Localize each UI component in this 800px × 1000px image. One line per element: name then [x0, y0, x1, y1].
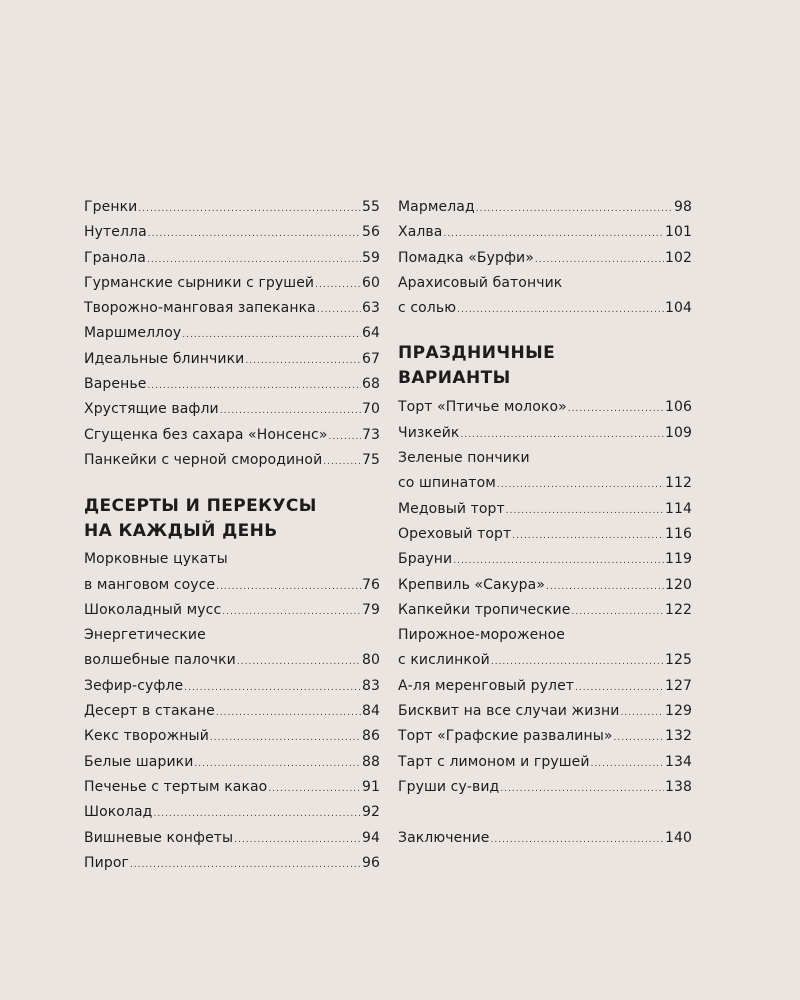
leader-dots	[491, 828, 664, 853]
leader-dots	[614, 726, 664, 751]
toc-entry[interactable]	[398, 522, 692, 547]
leader-dots	[147, 374, 361, 399]
toc-entry[interactable]	[84, 423, 380, 448]
entry-title: Гранола	[84, 249, 146, 266]
leader-dots	[317, 298, 361, 323]
entry-title: Ореховый торт	[398, 525, 512, 542]
leader-dots	[245, 349, 361, 374]
leader-dots	[571, 600, 664, 625]
entry-page: 114	[664, 500, 692, 517]
toc-entry[interactable]	[398, 750, 692, 775]
toc-entry[interactable]	[84, 195, 380, 220]
toc-entry[interactable]	[398, 220, 692, 245]
entry-title: Торт «Птичье молоко»	[398, 399, 567, 416]
leader-dots	[210, 726, 361, 751]
entry-title: Кекс творожный	[84, 728, 209, 745]
entry-title: Панкейки с черной смородиной	[84, 451, 323, 468]
leader-dots	[460, 423, 664, 448]
section-heading	[398, 341, 692, 391]
toc-entry[interactable]	[84, 296, 380, 321]
leader-dots	[329, 425, 361, 450]
entry-title: А-ля меренговый рулет	[398, 677, 575, 694]
entry-page: 64	[361, 325, 380, 342]
leader-dots	[323, 450, 361, 475]
section-heading-line: ДЕСЕРТЫ И ПЕРЕКУСЫ	[84, 496, 317, 517]
entry-page: 55	[361, 199, 380, 215]
entry-title: Вишневые конфеты	[84, 829, 234, 846]
leader-dots	[506, 499, 664, 524]
toc-entry[interactable]	[398, 421, 692, 446]
entry-title: Зефир-суфле	[84, 677, 184, 694]
leader-dots	[268, 777, 361, 802]
leader-dots	[620, 701, 664, 726]
toc-entry[interactable]	[398, 471, 692, 496]
leader-dots	[147, 248, 361, 273]
leader-dots	[443, 222, 664, 247]
entry-title: Маршмеллоу	[84, 325, 182, 342]
section-heading	[84, 494, 380, 544]
toc-entry[interactable]	[84, 347, 380, 372]
entry-title: Шоколад	[84, 804, 153, 821]
entry-page: 102	[664, 249, 692, 266]
toc-entry[interactable]	[84, 246, 380, 271]
entry-title: Чизкейк	[398, 424, 460, 441]
entry-title: Крепвиль «Сакура»	[398, 576, 545, 593]
toc-entry[interactable]	[84, 750, 380, 775]
leader-dots	[237, 650, 361, 675]
toc-entry[interactable]	[398, 296, 692, 321]
leader-dots	[216, 575, 361, 600]
entry-page: 106	[664, 399, 692, 416]
entry-title: с кислинкой	[398, 652, 490, 669]
entry-title: Пирог	[84, 854, 129, 871]
entry-page: 91	[361, 778, 380, 795]
entry-title: волшебные палочки	[84, 652, 236, 669]
entry-title: Белые шарики	[84, 753, 194, 770]
leader-dots	[234, 828, 361, 853]
entry-title: Гренки	[84, 199, 138, 215]
toc-entry[interactable]	[398, 547, 692, 572]
spacer	[398, 800, 692, 825]
entry-page: 68	[361, 376, 380, 393]
section-heading-line: ПРАЗДНИЧНЫЕ	[398, 343, 556, 364]
entry-title: Бисквит на все случаи жизни	[398, 703, 620, 720]
entry-title: Печенье с тертым какао	[84, 778, 268, 795]
leader-dots	[591, 752, 664, 777]
entry-title: Творожно-манговая запеканка	[84, 300, 316, 317]
toc-entry[interactable]	[398, 775, 692, 800]
toc-column-left	[84, 195, 380, 876]
leader-dots	[546, 575, 664, 600]
toc-entry[interactable]	[398, 195, 692, 220]
entry-page: 94	[361, 829, 380, 846]
entry-title: Халва	[398, 224, 443, 241]
entry-page: 98	[673, 199, 692, 215]
entry-title: с солью	[398, 300, 457, 317]
entry-page: 80	[361, 652, 380, 669]
entry-title: Тарт с лимоном и грушей	[398, 753, 590, 770]
leader-dots	[148, 222, 361, 247]
entry-page: 84	[361, 703, 380, 720]
toc-entry[interactable]	[84, 800, 380, 825]
entry-page: 101	[664, 224, 692, 241]
toc-entry[interactable]	[84, 598, 380, 623]
toc-entry[interactable]	[398, 497, 692, 522]
entry-title: Гурманские сырники с грушей	[84, 274, 315, 291]
entry-page: 70	[361, 401, 380, 418]
entry-page: 134	[664, 753, 692, 770]
toc-entry[interactable]	[398, 573, 692, 598]
entry-page: 56	[361, 224, 380, 241]
leader-dots	[130, 853, 361, 878]
entry-page: 104	[664, 300, 692, 317]
leader-dots	[182, 323, 361, 348]
entry-page: 59	[361, 249, 380, 266]
leader-dots	[315, 273, 361, 298]
leader-dots	[535, 248, 664, 273]
leader-dots	[500, 777, 664, 802]
leader-dots	[497, 473, 664, 498]
leader-dots	[457, 298, 664, 323]
section-heading-line: ВАРИАНТЫ	[398, 368, 511, 389]
toc-entry[interactable]	[398, 674, 692, 699]
toc-entry[interactable]	[398, 699, 692, 724]
entry-page: 138	[664, 778, 692, 795]
toc-entry[interactable]	[84, 220, 380, 245]
entry-page: 73	[361, 426, 380, 443]
entry-page: 79	[361, 601, 380, 618]
leader-dots	[491, 650, 664, 675]
entry-page: 125	[664, 652, 692, 669]
entry-page: 75	[361, 451, 380, 468]
toc-entry[interactable]	[84, 321, 380, 346]
entry-title-first-line: Энергетические	[84, 627, 206, 644]
toc-entry[interactable]	[398, 724, 692, 749]
section-heading-line: НА КАЖДЫЙ ДЕНЬ	[84, 521, 278, 542]
entry-page: 63	[361, 300, 380, 317]
toc-entry[interactable]	[84, 826, 380, 851]
entry-page: 86	[361, 728, 380, 745]
toc-entry[interactable]	[84, 674, 380, 699]
leader-dots	[476, 197, 673, 222]
toc-entry[interactable]	[398, 826, 692, 851]
entry-page: 112	[664, 475, 692, 492]
toc-entry[interactable]	[84, 648, 380, 673]
entry-title: Груши су-вид	[398, 778, 500, 795]
entry-title: Сгущенка без сахара «Нонсенс»	[84, 426, 328, 443]
entry-page: 122	[664, 601, 692, 618]
leader-dots	[568, 397, 664, 422]
entry-title: Капкейки тропические	[398, 601, 571, 618]
toc-entry[interactable]	[84, 724, 380, 749]
toc-entry[interactable]	[84, 699, 380, 724]
leader-dots	[184, 676, 361, 701]
toc-entry[interactable]	[84, 448, 380, 473]
toc-entry[interactable]	[398, 598, 692, 623]
entry-page: 119	[664, 551, 692, 568]
entry-title-first-line: Зеленые пончики	[398, 450, 530, 467]
leader-dots	[153, 802, 361, 827]
entry-page: 129	[664, 703, 692, 720]
leader-dots	[194, 752, 361, 777]
entry-title: Медовый торт	[398, 500, 505, 517]
entry-title: Заключение	[398, 829, 490, 846]
entry-title: Варенье	[84, 376, 147, 393]
entry-title: Нутелла	[84, 224, 147, 241]
toc-entry[interactable]	[84, 397, 380, 422]
entry-title: Помадка «Бурфи»	[398, 249, 534, 266]
toc-entry[interactable]	[84, 851, 380, 876]
toc-entry[interactable]	[84, 372, 380, 397]
entry-page: 83	[361, 677, 380, 694]
leader-dots	[138, 197, 361, 222]
entry-page: 140	[664, 829, 692, 846]
entry-page: 132	[664, 728, 692, 745]
entry-page: 120	[664, 576, 692, 593]
leader-dots	[512, 524, 664, 549]
toc-entry[interactable]	[84, 775, 380, 800]
entry-page: 60	[361, 274, 380, 291]
entry-title: Мармелад	[398, 199, 475, 215]
leader-dots	[216, 701, 361, 726]
leader-dots	[220, 399, 361, 424]
entry-title: Хрустящие вафли	[84, 401, 219, 418]
entry-title: Торт «Графские развалины»	[398, 728, 613, 745]
leader-dots	[575, 676, 664, 701]
entry-title: Шоколадный мусс	[84, 601, 222, 618]
entry-page: 96	[361, 854, 380, 871]
entry-title-first-line: Морковные цукаты	[84, 551, 228, 568]
toc-entry[interactable]	[398, 648, 692, 673]
entry-title: Брауни	[398, 551, 453, 568]
entry-page: 92	[361, 804, 380, 821]
entry-title: Идеальные блинчики	[84, 350, 245, 367]
entry-page: 88	[361, 753, 380, 770]
entry-page: 116	[664, 525, 692, 542]
entry-title: в манговом соусе	[84, 576, 216, 593]
entry-title-first-line: Пирожное-мороженое	[398, 627, 566, 644]
toc-column-right	[398, 195, 692, 851]
toc-entry[interactable]	[398, 395, 692, 420]
toc-entry[interactable]	[84, 271, 380, 296]
entry-title: Десерт в стакане	[84, 703, 215, 720]
leader-dots	[453, 549, 664, 574]
entry-page: 127	[664, 677, 692, 694]
entry-page: 76	[361, 576, 380, 593]
entry-title-first-line: Арахисовый батончик	[398, 274, 563, 291]
entry-page: 67	[361, 350, 380, 367]
leader-dots	[222, 600, 361, 625]
entry-title: со шпинатом	[398, 475, 496, 492]
entry-page: 109	[664, 424, 692, 441]
toc-entry[interactable]	[398, 246, 692, 271]
toc-entry[interactable]	[84, 573, 380, 598]
